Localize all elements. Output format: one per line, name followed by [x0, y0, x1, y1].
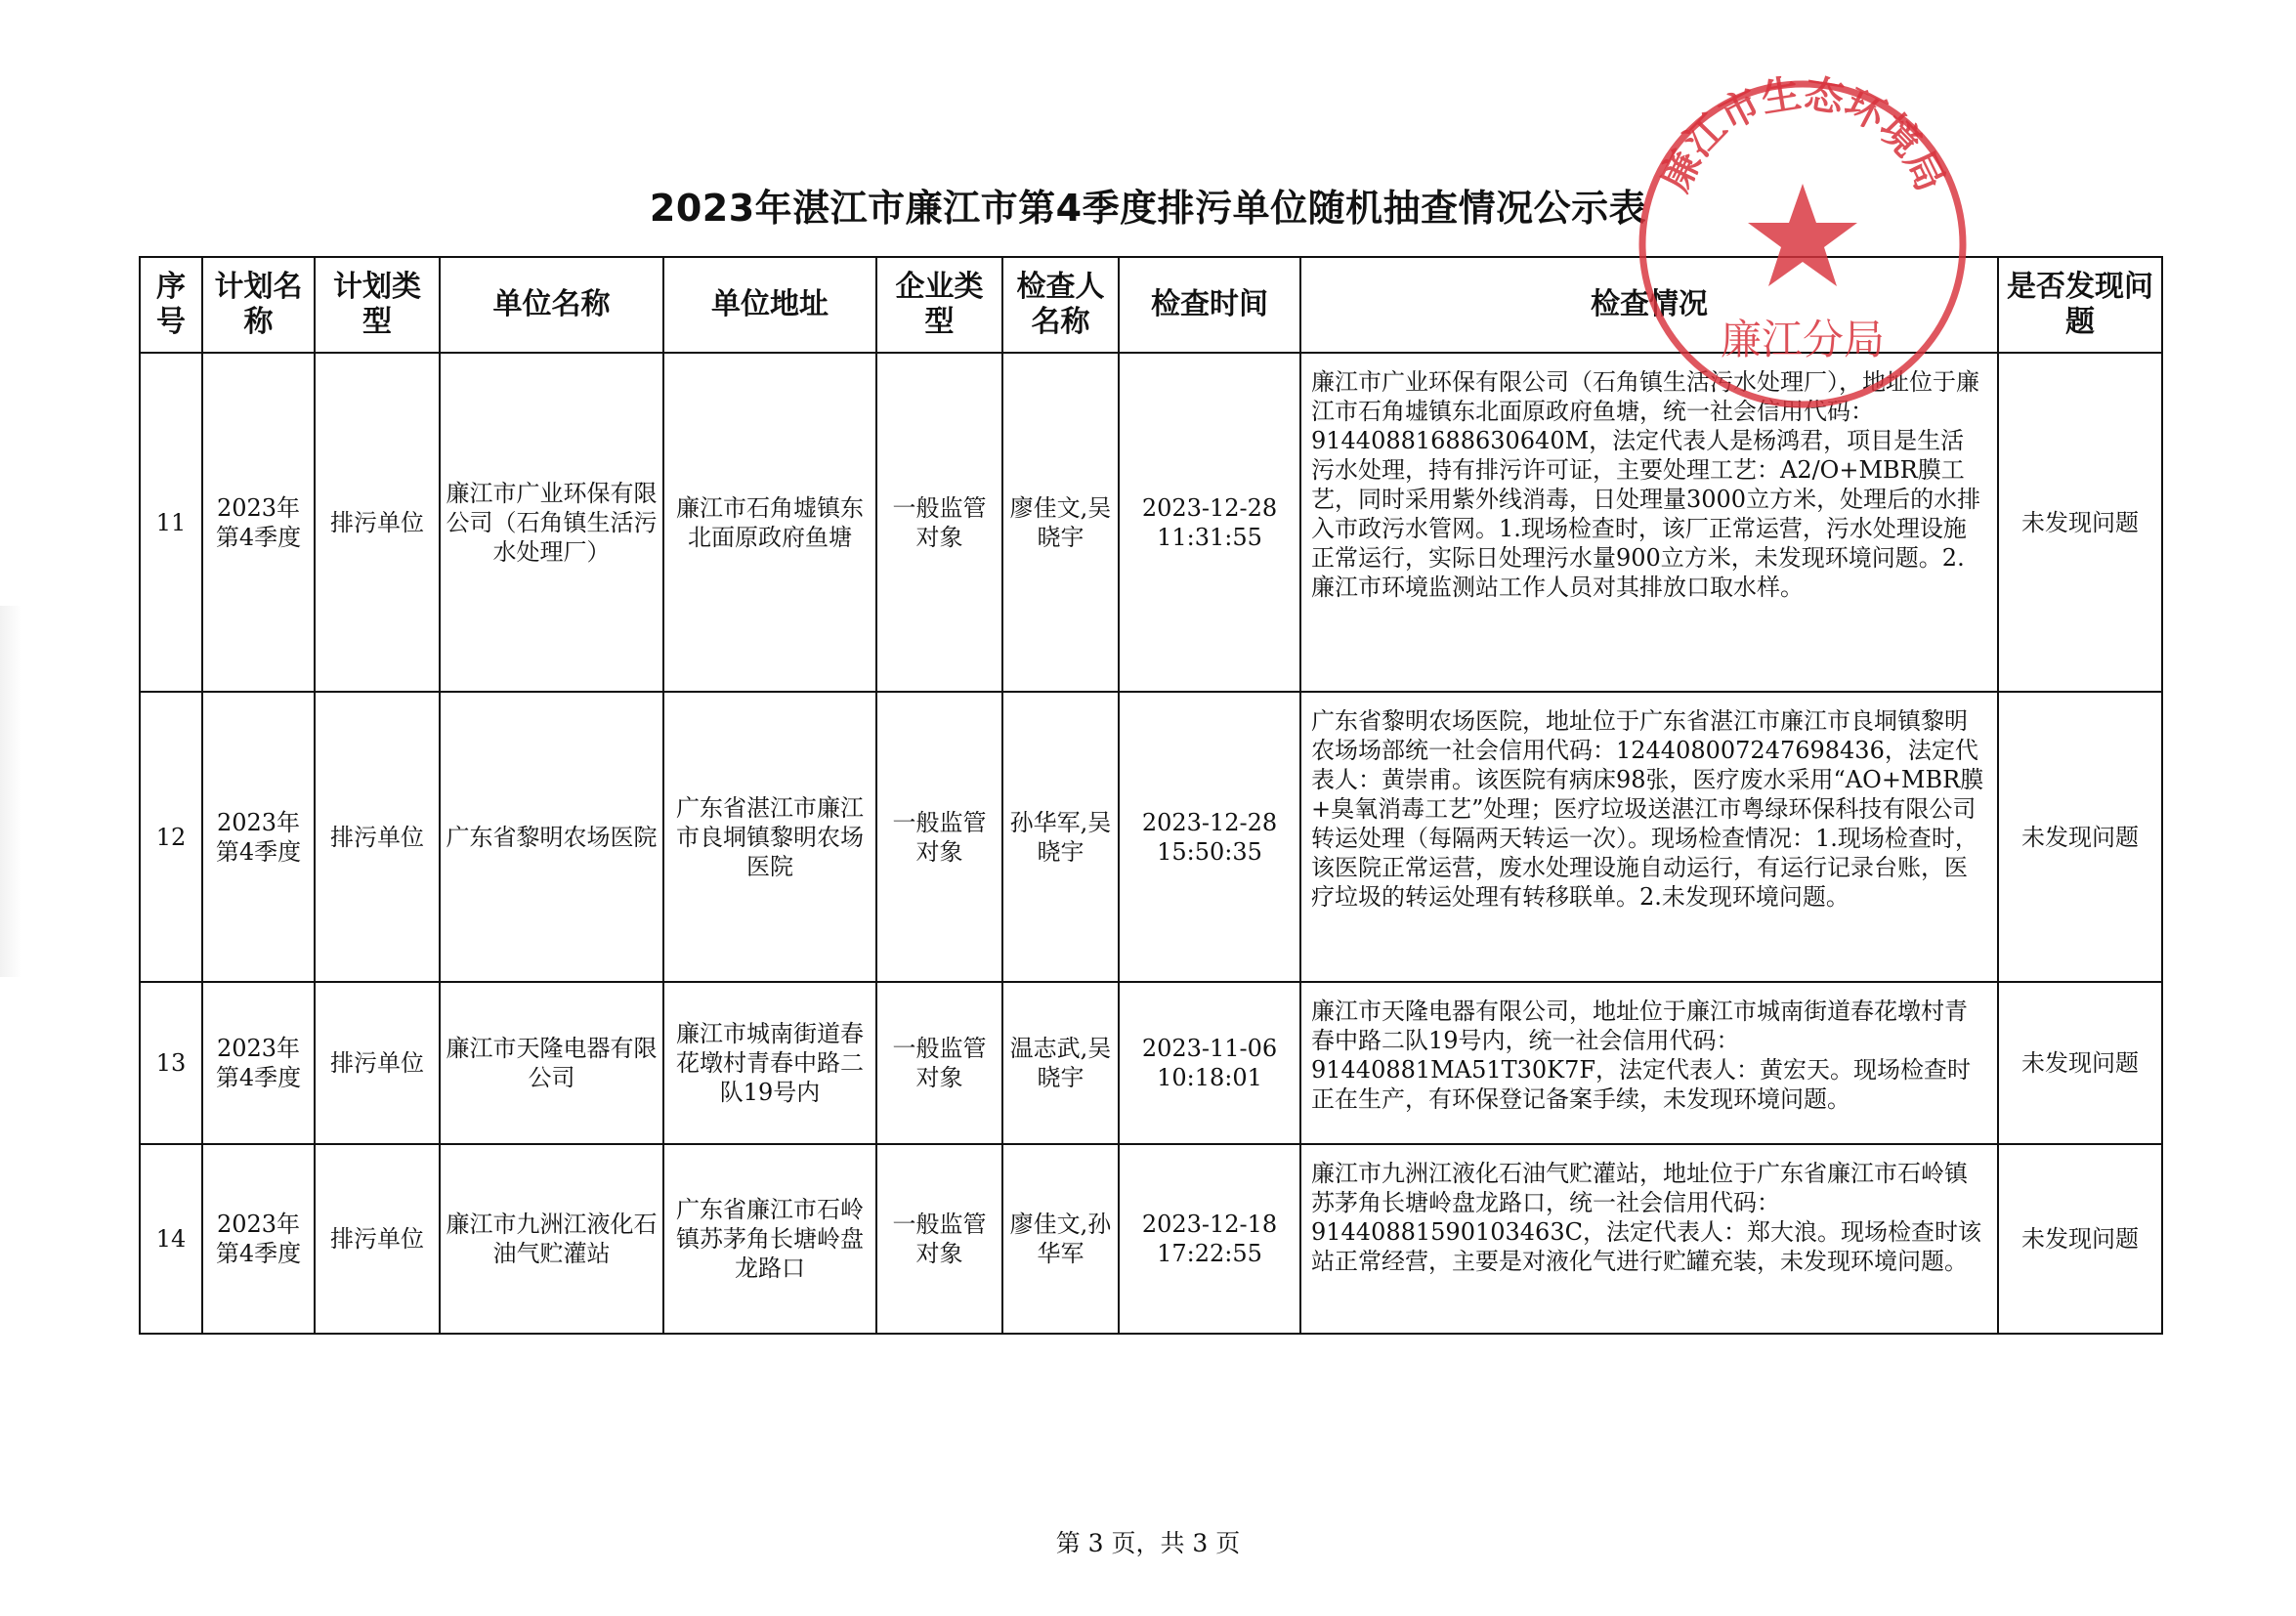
cell-result: 未发现问题 [1998, 692, 2162, 982]
col-header-inspectors: 检查人名称 [1002, 257, 1119, 353]
cell-plan-type: 排污单位 [315, 692, 440, 982]
cell-inspectors: 廖佳文,孙华军 [1002, 1144, 1119, 1334]
cell-time: 2023-12-18 17:22:55 [1119, 1144, 1300, 1334]
cell-plan-type: 排污单位 [315, 353, 440, 692]
cell-details: 广东省黎明农场医院，地址位于广东省湛江市廉江市良垌镇黎明农场场部统一社会信用代码：12440800724769843​6，法定代表人：黄崇甫。该医院有病床98张，医疗废水采用“AO+MBR膜+臭氧消毒工艺”处理；医疗垃圾送湛江市粤绿环保科技有限公司转运处理（每隔两天转运一次）。现场检查情况：1.现场检查时，该医院正常运营，废水处理设施自动运行，有运行记录台账，医疗垃圾的转运处理有转移联单。2.未发现环境问题。 [1300, 692, 1998, 982]
cell-no: 11 [140, 353, 202, 692]
cell-details: 廉江市天隆电器有限公司，地址位于廉江市城南街道春花墩村青春中路二队19号内，统一社会信用代码：91440881MA51T30K7F，法定代表人：黄宏天。现场检查时正在生产，有环保登记备案手续，未发现环境问题。 [1300, 982, 1998, 1144]
cell-no: 12 [140, 692, 202, 982]
cell-enterprise-type: 一般监管对象 [876, 353, 1002, 692]
cell-plan-name: 2023年第4季度 [202, 353, 315, 692]
col-header-result: 是否发现问题 [1998, 257, 2162, 353]
cell-unit-name: 廉江市天隆电器有限公司 [440, 982, 663, 1144]
col-header-plan-type: 计划类型 [315, 257, 440, 353]
col-header-no: 序号 [140, 257, 202, 353]
seal-bottom-text: 廉江分局 [1720, 316, 1886, 363]
cell-time: 2023-11-06 10:18:01 [1119, 982, 1300, 1144]
cell-details: 廉江市广业环保有限公司（石角镇生活污水处理厂），地址位于廉江市石角墟镇东北面原政府鱼塘，统一社会信用代码：91440881688630640M，法定代表人是杨鸿君，项目是生活污水处理，持有排污许可证，主要处理工艺：A2/O+MBR膜工艺，同时采用紫外线消毒，日处理量3000立方米，处理后的水排入市政污水管网。1.现场检查时，该厂正常运营，污水处理设施正常运行，实际日处理污水量900立方米，未发现环境问题。2.廉江市环境监测站工作人员对其排放口取水样。 [1300, 353, 1998, 692]
table-row [140, 353, 2162, 692]
cell-inspectors: 孙华军,吴晓宇 [1002, 692, 1119, 982]
cell-result: 未发现问题 [1998, 1144, 2162, 1334]
page-title: 2023年湛江市廉江市第4季度排污单位随机抽查情况公示表 [649, 187, 1647, 230]
inspection-table [139, 256, 2163, 1335]
scan-edge-shadow [0, 606, 21, 977]
cell-plan-name: 2023年第4季度 [202, 1144, 315, 1334]
cell-unit-name: 廉江市九洲江液化石油气贮灌站 [440, 1144, 663, 1334]
page-footer: 第 3 页，共 3 页 [1055, 1529, 1241, 1557]
cell-result: 未发现问题 [1998, 982, 2162, 1144]
cell-plan-type: 排污单位 [315, 982, 440, 1144]
cell-address: 廉江市城南街道春花墩村青春中路二队19号内 [663, 982, 876, 1144]
seal-arc-text: 廉江市生态环境局 [1652, 70, 1953, 198]
cell-no: 14 [140, 1144, 202, 1334]
cell-details: 廉江市九洲江液化石油气贮灌站，地址位于广东省廉江市石岭镇苏茅角长塘岭盘龙路口，统一社会信用代码：91440881590103463C，法定代表人：郑大浪。现场检查时该站正常经营，主要是对液化气进行贮罐充装，未发现环境问题。 [1300, 1144, 1998, 1334]
cell-no: 13 [140, 982, 202, 1144]
cell-address: 广东省廉江市石岭镇苏茅角长塘岭盘龙路口 [663, 1144, 876, 1334]
cell-inspectors: 廖佳文,吴晓宇 [1002, 353, 1119, 692]
cell-unit-name: 广东省黎明农场医院 [440, 692, 663, 982]
col-header-plan-name: 计划名称 [202, 257, 315, 353]
col-header-enterprise-type: 企业类型 [876, 257, 1002, 353]
cell-inspectors: 温志武,吴晓宇 [1002, 982, 1119, 1144]
col-header-details: 检查情况 [1300, 257, 1998, 353]
cell-plan-type: 排污单位 [315, 1144, 440, 1334]
cell-unit-name: 廉江市广业环保有限公司（石角镇生活污水处理厂） [440, 353, 663, 692]
cell-address: 廉江市石角墟镇东北面原政府鱼塘 [663, 353, 876, 692]
cell-plan-name: 2023年第4季度 [202, 982, 315, 1144]
table-row [140, 692, 2162, 982]
col-header-address: 单位地址 [663, 257, 876, 353]
cell-enterprise-type: 一般监管对象 [876, 982, 1002, 1144]
cell-enterprise-type: 一般监管对象 [876, 1144, 1002, 1334]
cell-result: 未发现问题 [1998, 353, 2162, 692]
cell-plan-name: 2023年第4季度 [202, 692, 315, 982]
cell-address: 广东省湛江市廉江市良垌镇黎明农场医院 [663, 692, 876, 982]
col-header-unit-name: 单位名称 [440, 257, 663, 353]
cell-time: 2023-12-28 11:31:55 [1119, 353, 1300, 692]
table-header-row [140, 257, 2162, 353]
table-row [140, 982, 2162, 1144]
cell-enterprise-type: 一般监管对象 [876, 692, 1002, 982]
col-header-time: 检查时间 [1119, 257, 1300, 353]
table-row [140, 1144, 2162, 1334]
cell-time: 2023-12-28 15:50:35 [1119, 692, 1300, 982]
